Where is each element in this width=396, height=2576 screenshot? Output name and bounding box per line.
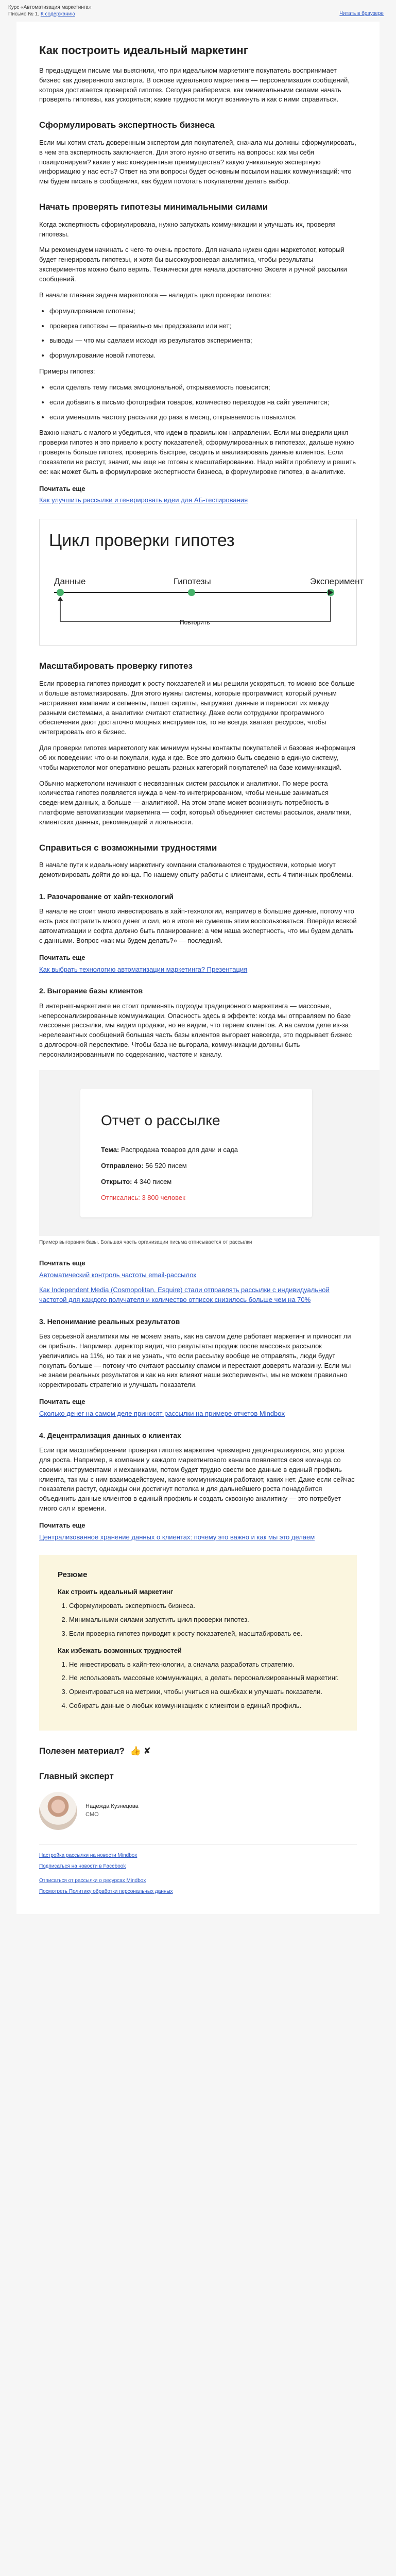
node-data-label: Данные: [54, 577, 86, 587]
paragraph: Когда экспертность сформулирована, нужно запускать коммуникации и улучшать их, проверяя гипотезы.: [39, 220, 336, 238]
paragraph: Если проверка гипотез приводит к росту показателей и мы решили ускоряться, то можно все больше и больше автоматизировать. Для этого нужны системы, которые программист, который ручным настраивает кампании и сегменты, пишет скрипты, выгружает данные и переносит их между разными системами, а аналитики считают статистику. Даже если сотрудники программного обеспечения дают достаточно мощных инструментов, то не всегда хватает ресурсов, чтобы интегрировать его в бизнес.: [39, 679, 355, 736]
list-item: 2. Не использовать массовые коммуникации, а делать персонализированный маркетинг.: [69, 1673, 341, 1683]
report-title: Отчет о рассылке: [101, 1112, 220, 1128]
diagram-title: Цикл проверки гипотез: [49, 531, 235, 551]
article-link[interactable]: Как выбрать технологию автоматизации маркетинга? Презентация: [39, 965, 248, 973]
feedback-row: [39, 1745, 357, 1758]
paragraph: Для проверки гипотез маркетологу как минимум нужны контакты покупателей и базовая информация об их поведении: что они покупали, куда и где. Все это должно быть сведено в единую систему, чтобы маркетолог мог оперативно решать разных категорий покупателей на базе коммуникаций.: [39, 744, 356, 771]
hypothesis-cycle-diagram: [39, 519, 364, 646]
paragraph: Если при масштабировании проверки гипотез маркетинг чрезмерно децентрализуется, это угроза для роста. Например, в компании у каждого маркетингового канала появляется своя команда со своими инструментами и механиками, потом будет трудно свести все данные в единый профиль клиента, так мы с ним взаимодействуем, какие коммуникации работают, каких нет. Даже если сейчас показатели растут, однажды они достигнут потолка и для дальнейшего роста понадобится объединить данные клиентов в единый профиль и создать сквозную аналитику — это потребует много сил и времени.: [39, 1446, 355, 1513]
node-experiment-label: Эксперимент: [310, 577, 364, 587]
intro-paragraph: В предыдущем письме мы выяснили, что при идеальном маркетинге покупатель воспринимает бизнес как доверенного эксперта. В основе идеального маркетинга — персонализация сообщений, которая достигается проверкой гипотез. Сегодня разберемся, как минимальными силами начать проверять гипотезы, как ускоряться; какие трудности могут возникнуть и как с ними справиться.: [39, 66, 350, 104]
section-heading: Сформулировать экспертность бизнеса: [39, 120, 215, 130]
summary-box: [39, 1555, 357, 1731]
summary-subheading: Как строить идеальный маркетинг: [58, 1588, 174, 1596]
footer-link[interactable]: Отписаться от рассылки о ресурсах Mindbox: [39, 1878, 146, 1884]
letter-number: Письмо № 1.: [8, 11, 40, 17]
read-more-label: Почитать еще: [39, 1259, 85, 1267]
list-item: • формулирование гипотезы;: [49, 307, 357, 316]
footer-link[interactable]: Посмотреть Политику обработки персональных данных: [39, 1888, 173, 1894]
list-item: • если добавить в письмо фотографии товаров, количество переходов на сайт увеличится;: [49, 398, 357, 408]
expert-name: Надежда Кузнецова: [85, 1803, 139, 1810]
footer-link[interactable]: Подписаться на новости в Facebook: [39, 1863, 126, 1869]
article-link[interactable]: Централизованное хранение данных о клиентах: почему это важно и как мы это делаем: [39, 1533, 315, 1541]
subsection-heading: 3. Непонимание реальных результатов: [39, 1317, 180, 1326]
examples-list: [49, 383, 357, 422]
list-item: • если уменьшить частоту рассылки до раза в месяц, открываемость повысится.: [49, 413, 357, 422]
node-hypotheses-label: Гипотезы: [174, 577, 211, 587]
paragraph: В начале главная задача маркетолога — наладить цикл проверки гипотез:: [39, 291, 271, 299]
paragraph: В начале пути к идеальному маркетингу компании сталкиваются с трудностями, которые могут демотивировать дойти до конца. По нашему опыту работы с клиентами, есть 4 типичных проблемы.: [39, 861, 353, 879]
subsection-heading: 2. Выгорание базы клиентов: [39, 987, 143, 995]
section-heading: Масштабировать проверку гипотез: [39, 661, 193, 671]
read-in-browser-link[interactable]: Читать в браузере: [339, 11, 384, 16]
article-link[interactable]: Сколько денег на самом деле приносят рассылки на примере отчетов Mindbox: [39, 1409, 285, 1417]
list-item: 3. Ориентироваться на метрики, чтобы учиться на ошибках и улучшать показатели.: [69, 1687, 341, 1697]
paragraph: В начале не стоит много инвестировать в хайп-технологии, например в большие данные, потому что есть риск потратить много денег и сил, но в итоге не сумеешь этим воспользоваться. Вперёди всякой автоматизации и софта должно быть планирование: а чем наша экспертность, что мы будем делать с данными. Вопрос «как мы будем делать?» — последний.: [39, 907, 357, 944]
expert-heading: Главный эксперт: [39, 1771, 114, 1781]
subsection-heading: 4. Децентрализация данных о клиентах: [39, 1431, 181, 1439]
summary-list: [69, 1660, 341, 1711]
article-link[interactable]: Как Independent Media (Cosmopolitan, Esquire) стали отправлять рассылки с индивидуальной частотой для каждого получателя и количество отписок снизилось больше чем на 70%: [39, 1286, 330, 1303]
article-link[interactable]: Автоматический контроль частоты email-рассылок: [39, 1271, 197, 1279]
image-caption: Пример выгорания базы. Большая часть организации письма отписывается от рассылки: [39, 1239, 252, 1245]
summary-heading: Резюме: [58, 1570, 88, 1579]
paragraph: Без серьезной аналитики мы не можем знать, как на самом деле работает маркетинг и приносит ли он прибыль. Например, директор видит, что результаты продаж после массовых рассылок увеличились на 11%, но так и не узнать, что если рассылку вообще не отправлять, люди будут покупать больше — потому что считают рассылку спамом и перестают доверять магазину. Если мы не знаем реальных результатов и как на них влияют наши эксперименты, мы не можем правильно корректировать стратегию и улучшать показатели.: [39, 1332, 351, 1389]
subsection-heading: 1. Разочарование от хайп-технологий: [39, 892, 174, 901]
read-more-label: Почитать еще: [39, 1398, 85, 1406]
top-bar: [0, 0, 396, 22]
page-title: Как построить идеальный маркетинг: [39, 44, 248, 57]
report-row: Открыто: 4 340 писем: [101, 1178, 172, 1186]
list-item: 1. Сформулировать экспертность бизнеса.: [69, 1601, 341, 1611]
summary-subheading: Как избежать возможных трудностей: [58, 1646, 182, 1654]
node-data-dot: [57, 589, 64, 596]
list-item: • если сделать тему письма эмоциональной, открываемость повысится;: [49, 383, 357, 393]
feedback-emoji-icons[interactable]: 👍 ✘: [130, 1745, 151, 1756]
examples-label: Примеры гипотез:: [39, 367, 95, 376]
list-item: • проверка гипотезы — правильно мы предсказали или нет;: [49, 321, 357, 331]
list-item: 2. Минимальными силами запустить цикл проверки гипотез.: [69, 1615, 341, 1625]
read-more-label: Почитать еще: [39, 953, 85, 961]
report-row-unsubscribed: Отписались: 3 800 человек: [101, 1193, 185, 1201]
paragraph: Если мы хотим стать доверенным экспертом для покупателей, сначала мы должны сформулировать, в чем эта экспертность заключается. Для этого нужно ответить на вопросы: как мы себя позиционируем? какие у нас конкурентные преимущества? какую уникальную экспертную информацию у нас есть? Ответ на эти вопросы будет основным посылом наших коммуникаций: что мы будем писать в сообщениях, как будем помогать покупателям делать выбор.: [39, 138, 356, 185]
mailing-report-image: [39, 1070, 380, 1236]
summary-list: [69, 1601, 341, 1639]
hypothesis-cycle-list: [49, 307, 357, 361]
course-name: Курс «Автоматизация маркетинга»: [8, 5, 92, 10]
expert-role: CMO: [85, 1811, 99, 1818]
paragraph: В интернет-маркетинге не стоит применять подходы традиционного маркетинга — массовые, неперсонализированные коммуникации. Опасность здесь в эффекте: когда мы отправляем по базе массовые рассылки, мы видим продажи, но не видим, что теряем клиентов. А на самом деле из-за нерелевантных сообщений большая часть базы клиентов выгорает навсегда, это подрывает бизнес в долгосрочной перспективе. Чтобы база не выгорала, коммуникации должны быть персонализированными по содержанию, частоте и каналу.: [39, 1002, 352, 1058]
read-more-label: Почитать еще: [39, 1521, 85, 1529]
list-item: 4. Собирать данные о любых коммуникациях с клиентом в единый профиль.: [69, 1701, 341, 1711]
paragraph: Мы рекомендуем начинать с чего-то очень простого. Для начала нужен один маркетолог, который будет генерировать гипотезы, и хотя бы высокоуровневая аналитика, чтобы результаты экспериментов можно было верить. Технически для начала достаточно Экселя и ручной рассылки сообщений.: [39, 246, 347, 283]
read-more-label: Почитать еще: [39, 484, 85, 493]
expert-card: [39, 1792, 357, 1830]
section-heading: Начать проверять гипотезы минимальными силами: [39, 202, 268, 212]
node-hypotheses-dot: [188, 589, 195, 596]
paragraph: Важно начать с малого и убедиться, что идем в правильном направлении. Если мы внедрили цикл проверки гипотез и это привело к росту показателей, сформулированных в гипотезах, дальше нужно проверять больше гипотез, проверять быстрее, сводить и анализировать данные клиентов. Если показатели не растут, значит, мы еще не готовы к масштабированию. Надо найти проблему и решить ее: как может быть в формулировке экспертности бизнеса, в формулировке гипотез, в аналитике.: [39, 429, 356, 476]
list-item: • формулирование новой гипотезы.: [49, 351, 357, 361]
avatar: [39, 1792, 77, 1830]
footer-link[interactable]: Настройка рассылки на новости Mindbox: [39, 1853, 137, 1859]
section-heading: Справиться с возможными трудностями: [39, 842, 217, 853]
footer: [39, 1844, 357, 1895]
report-card: [80, 1089, 312, 1217]
list-item: • выводы — что мы сделаем исходя из результатов эксперимента;: [49, 336, 357, 346]
contents-link[interactable]: К содержанию: [40, 11, 75, 17]
report-row: Отправлено: 56 520 писем: [101, 1162, 187, 1170]
email-body: [16, 22, 380, 1914]
paragraph: Обычно маркетологи начинают с несвязанных систем рассылок и аналитики. По мере роста количества гипотез появляется нужда в чем-то интегрированном, чтобы меньше заниматься сведением данных, а больше — аналитикой. На этом этапе может возникнуть потребность в платформе автоматизации маркетинга — софт, который объединяет системы рассылок, аналитики, клиентских данных, рекомендаций и лояльности.: [39, 779, 351, 826]
repeat-label: Повторить: [180, 619, 210, 626]
feedback-label: Полезен материал?: [39, 1745, 125, 1756]
list-item: 3. Если проверка гипотез приводит к росту показателей, масштабировать ее.: [69, 1629, 341, 1639]
list-item: 1. Не инвестировать в хайп-технологии, а сначала разработать стратегию.: [69, 1660, 341, 1670]
repeat-arrow: [60, 597, 331, 621]
article-link[interactable]: Как улучшить рассылки и генерировать идеи для АБ-тестирования: [39, 496, 248, 504]
report-row: Тема: Распродажа товаров для дачи и сада: [101, 1146, 238, 1154]
